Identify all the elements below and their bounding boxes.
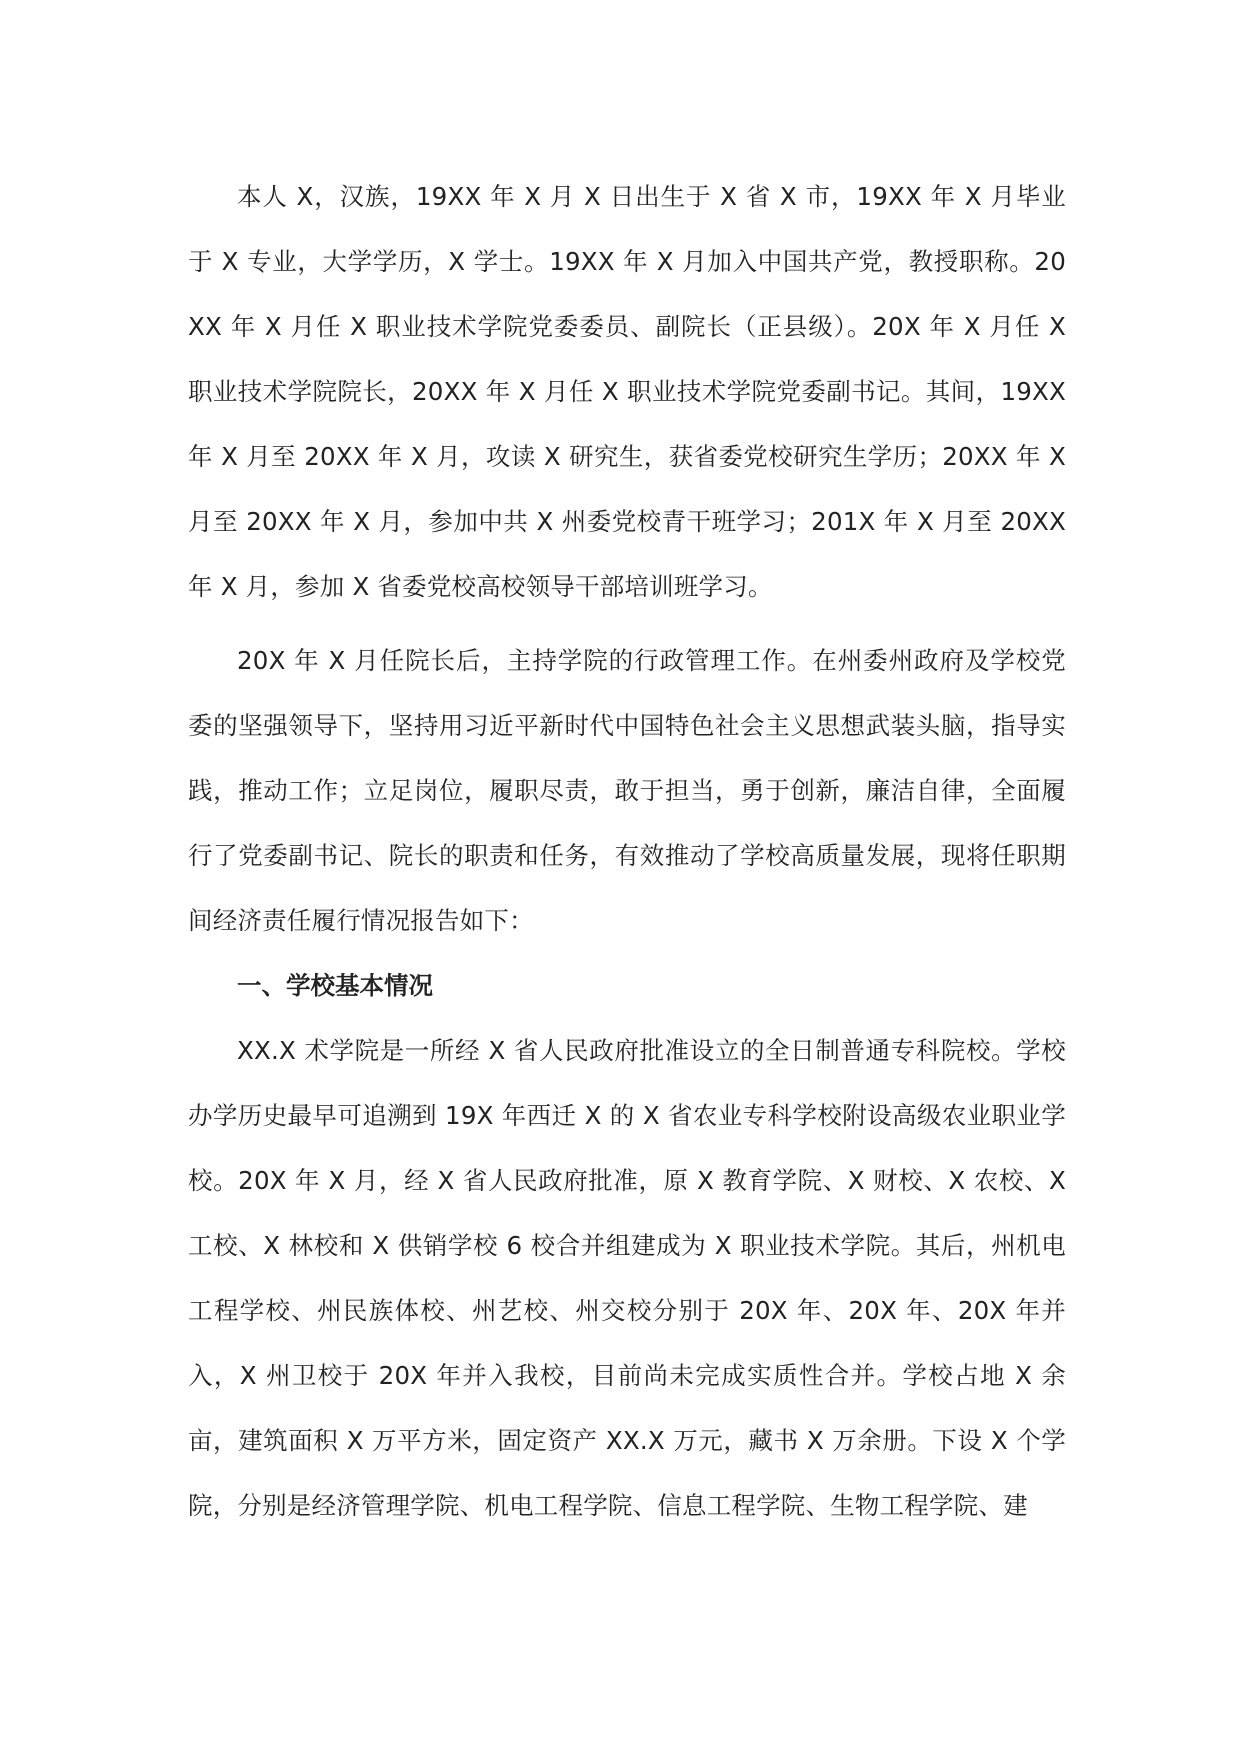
intro-paragraph: 本人 X，汉族，19XX 年 X 月 X 日出生于 X 省 X 市，19XX 年 X 月毕业于 X 专业，大学学历，X 学士。19XX 年 X 月加入中国共产党，教授职称。20XX 年 X 月任 X 职业技术学院党委委员、副院长（正县级）。20X 年 X 月任 X 职业技术学院院长，20XX 年 X 月任 X 职业技术学院党委副书记。其间，19XX 年 X 月至 20XX 年 X 月，攻读 X 研究生，获省委党校研究生学历；20XX 年 X 月至 20XX 年 X 月，参加中共 X 州委党校青干班学习；201X 年 X 月至 20XX 年 X 月，参加 X 省委党校高校领导干部培训班学习。 (188, 182, 1066, 601)
document-body (188, 164, 1066, 1538)
duty-paragraph: 20X 年 X 月任院长后，主持学院的行政管理工作。在州委州政府及学校党委的坚强领导下，坚持用习近平新时代中国特色社会主义思想武装头脑，指导实践，推动工作；立足岗位，履职尽责，敢于担当，勇于创新，廉洁自律，全面履行了党委副书记、院长的职责和任务，有效推动了学校高质量发展，现将任职期间经济责任履行情况报告如下： (188, 646, 1066, 935)
school-info-paragraph: XX.X 术学院是一所经 X 省人民政府批准设立的全日制普通专科院校。学校办学历史最早可追溯到 19X 年西迁 X 的 X 省农业专科学校附设高级农业职业学校。20X 年 X 月，经 X 省人民政府批准，原 X 教育学院、X 财校、X 农校、X 工校、X 林校和 X 供销学校 6 校合并组建成为 X 职业技术学院。其后，州机电工程学校、州民族体校、州艺校、州交校分别于 20X 年、20X 年、20X 年并入，X 州卫校于 20X 年并入我校，目前尚未完成实质性合并。学校占地 X 余亩，建筑面积 X 万平方米，固定资产 XX.X 万元，藏书 X 万余册。下设 X 个学院，分别是经济管理学院、机电工程学院、信息工程学院、生物工程学院、建 (188, 1036, 1066, 1520)
section-heading: 一、学校基本情况 (237, 971, 433, 1000)
